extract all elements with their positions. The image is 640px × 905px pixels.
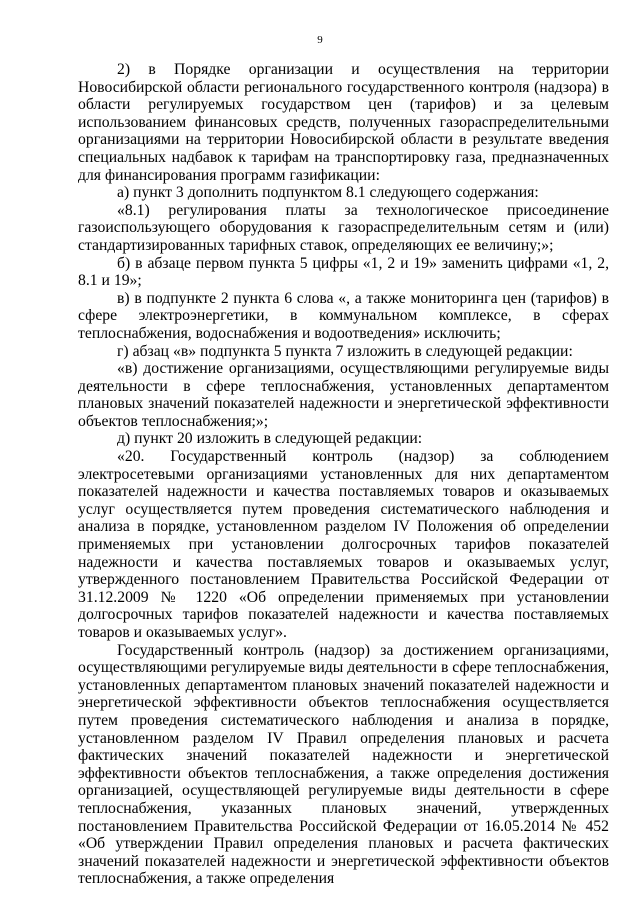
paragraph-quote-20: «20. Государственный контроль (надзор) за соблюдением электросетевыми организациями установленных для них департаментом показателей надежности и качества поставляемых товаров и оказываемых услуг осуществляется путем проведения систематического наблюдения и анализа в порядке, установленном разделом IV Положения об определении применяемых при установлении долгосрочных тарифов показателей надежности и качества поставляемых товаров и оказываемых услуг, утвержденного постановлением Правительства Российской Федерации от 31.12.2009 № 1220 «Об определении применяемых при установлении долгосрочных тарифов показателей надежности и качества поставляемых товаров и оказываемых услуг».	[78, 448, 609, 641]
paragraph-subitem-b: б) в абзаце первом пункта 5 цифры «1, 2 и 19» заменить цифрами «1, 2, 8.1 и 19»;	[78, 254, 609, 290]
paragraph-subitem-g: г) абзац «в» подпункта 5 пункта 7 изложить в следующей редакции:	[117, 342, 573, 360]
paragraph-subitem-d: д) пункт 20 изложить в следующей редакции:	[117, 430, 423, 448]
paragraph-item-2: 2) в Порядке организации и осуществления на территории Новосибирской области регионального государственного контроля (надзора) в области регулируемых государством цен (тарифов) и за целевым использованием финансовых средств, полученных газораспределительными организациями на территории Новосибирской области в результате введения специальных надбавок к тарифам на транспортировку газа, предназначенных для финансирования программ газификации:	[78, 61, 609, 184]
paragraph-control-heat: Государственный контроль (надзор) за достижением организациями, осуществляющими регулируемые виды деятельности в сфере теплоснабжения, установленных департаментом плановых значений показателей надежности и энергетической эффективности объектов теплоснабжения осуществляется путем проведения систематического наблюдения и анализа в порядке, установленном разделом IV Правил определения плановых и расчета фактических значений показателей надежности и энергетической эффективности объектов теплоснабжения, а также определения достижения организацией, осуществляющей регулируемые виды деятельности в сфере теплоснабжения, указанных плановых значений, утвержденных постановлением Правительства Российской Федерации от 16.05.2014 № 452 «Об утверждении Правил определения плановых и расчета фактических значений показателей надежности и энергетической эффективности объектов теплоснабжения, а также определения	[78, 641, 610, 888]
paragraph-subitem-a: а) пункт 3 дополнить подпунктом 8.1 следующего содержания:	[117, 184, 539, 202]
paragraph-quote-8-1: «8.1) регулирования платы за технологическое присоединение газоиспользующего оборудования к газораспределительным сетям и (или) стандартизированных тарифных ставок, определяющих ее величину;»;	[78, 201, 609, 254]
document-body	[78, 61, 609, 888]
paragraph-quote-v: «в) достижение организациями, осуществляющими регулируемые виды деятельности в сфере теплоснабжения, установленных департаментом плановых значений показателей надежности и энергетической эффективности объектов теплоснабжения;»;	[78, 360, 609, 430]
page-number: 9	[317, 34, 323, 46]
paragraph-subitem-v: в) в подпункте 2 пункта 6 слова «, а также мониторинга цен (тарифов) в сфере электроэнергетики, в коммунальном комплексе, в сферах теплоснабжения, водоснабжения и водоотведения» исключить;	[78, 289, 609, 342]
